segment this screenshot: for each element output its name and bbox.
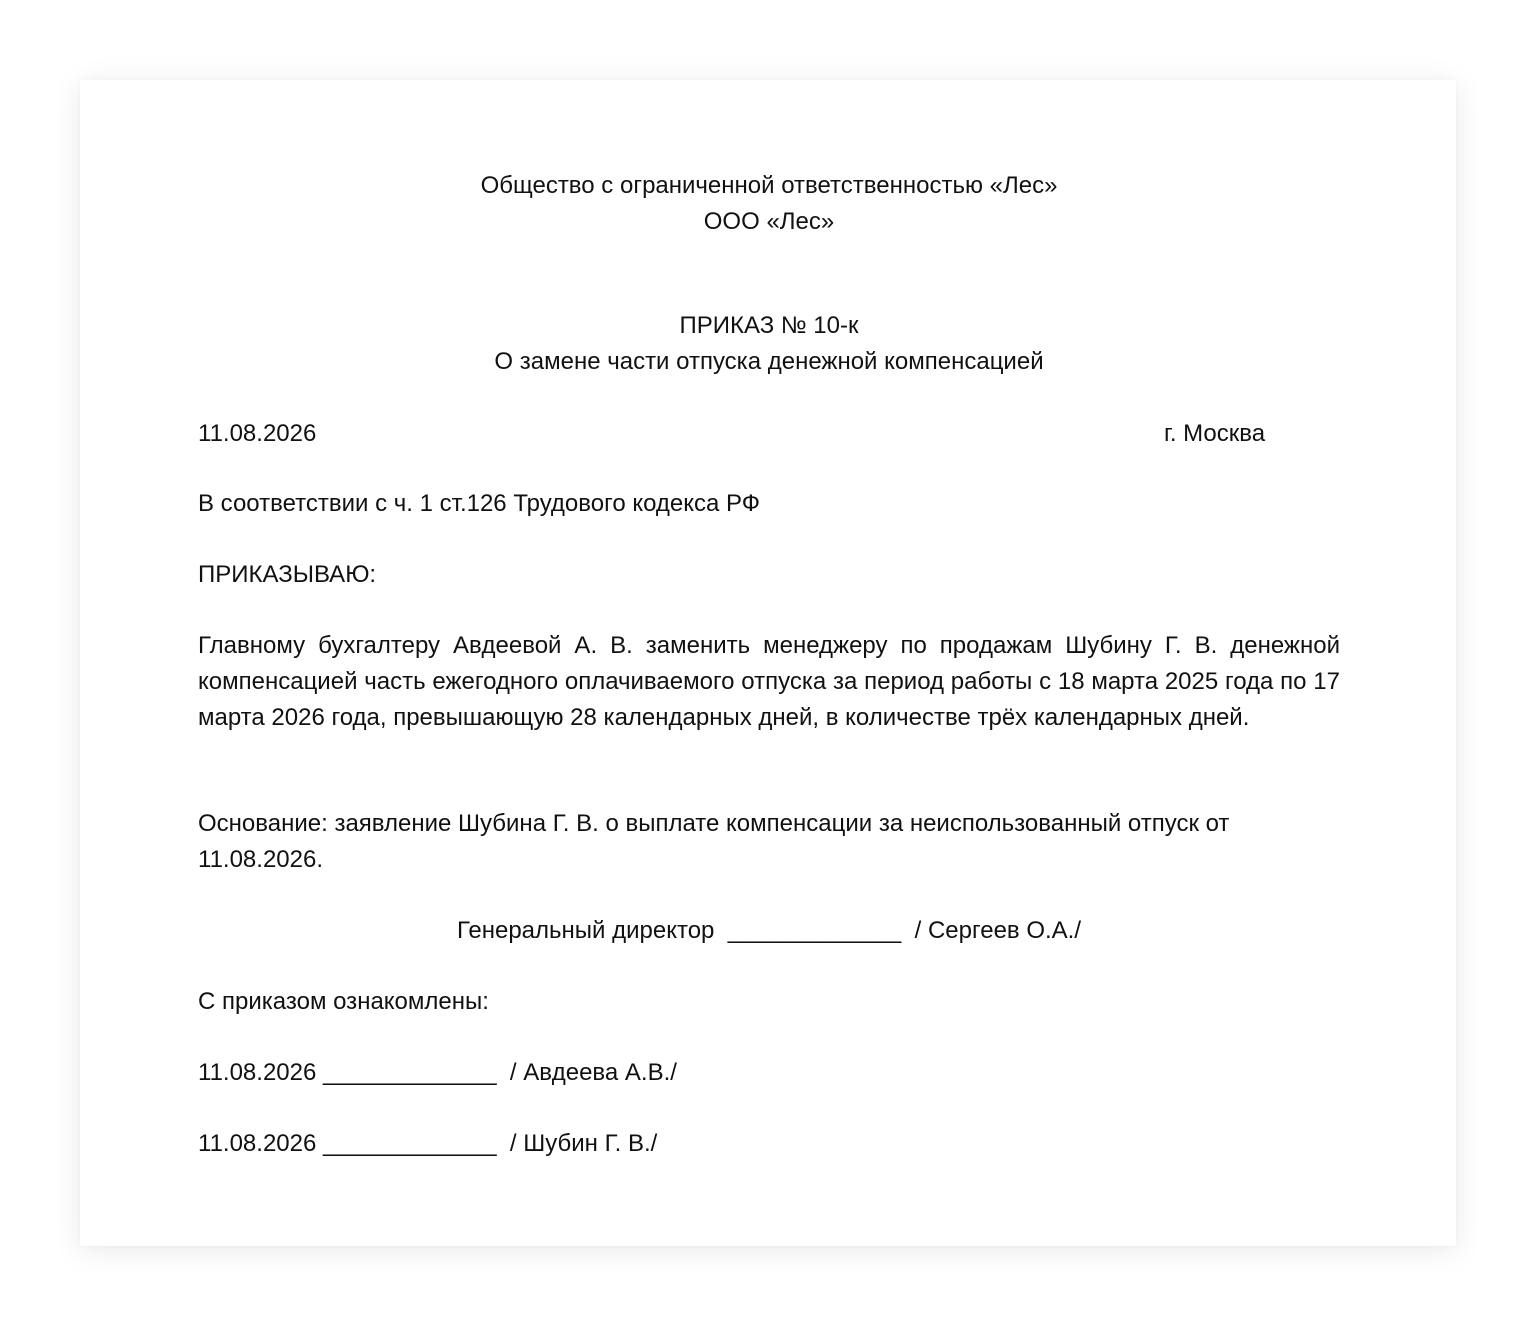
organization-header xyxy=(198,168,1340,240)
acquaintance-signature-line: _____________ xyxy=(323,1130,497,1157)
acquaintance-name: / Авдеева А.В./ xyxy=(509,1059,677,1086)
acquaintance-row xyxy=(198,1055,1340,1091)
director-position: Генеральный директор xyxy=(456,917,715,944)
acquaintance-date: 11.08.2026 xyxy=(198,1059,317,1086)
organization-full-name: Общество с ограниченной ответственностью «Лес» xyxy=(480,172,1058,199)
order-number: ПРИКАЗ № 10-к xyxy=(679,312,859,339)
document-page xyxy=(80,80,1456,1246)
order-subject: О замене части отпуска денежной компенсацией xyxy=(494,348,1044,375)
acquaintance-name: / Шубин Г. В./ xyxy=(509,1130,658,1157)
organization-short-name: ООО «Лес» xyxy=(703,208,835,235)
acquaintance-label: С приказом ознакомлены: xyxy=(198,988,489,1015)
director-signature-row xyxy=(198,913,1340,949)
order-grounds: Основание: заявление Шубина Г. В. о выплате компенсации за неиспользованный отпуск от 11.08.2026. xyxy=(198,810,1230,873)
order-title xyxy=(198,308,1340,380)
legal-basis: В соответствии с ч. 1 ст.126 Трудового кодекса РФ xyxy=(198,490,761,517)
order-main-text: Главному бухгалтеру Авдеевой А. В. заменить менеджеру по продажам Шубину Г. В. денежной компенсацией часть ежегодного оплачиваемого отпуска за период работы с 18 марта 2025 года по 17 марта 2026 года, превышающую 28 календарных дней, в количестве трёх календарных дней. xyxy=(198,632,1340,731)
order-date: 11.08.2026 xyxy=(198,420,317,447)
director-name: / Сергеев О.А./ xyxy=(914,917,1082,944)
order-city: г. Москва xyxy=(1164,420,1266,447)
acquaintance-signature-line: _____________ xyxy=(323,1059,497,1086)
director-signature-line: _____________ xyxy=(727,917,902,944)
acquaintance-date: 11.08.2026 xyxy=(198,1130,317,1157)
order-word: ПРИКАЗЫВАЮ: xyxy=(198,561,377,588)
date-city-row xyxy=(198,416,1340,452)
acquaintance-row xyxy=(198,1126,1340,1162)
